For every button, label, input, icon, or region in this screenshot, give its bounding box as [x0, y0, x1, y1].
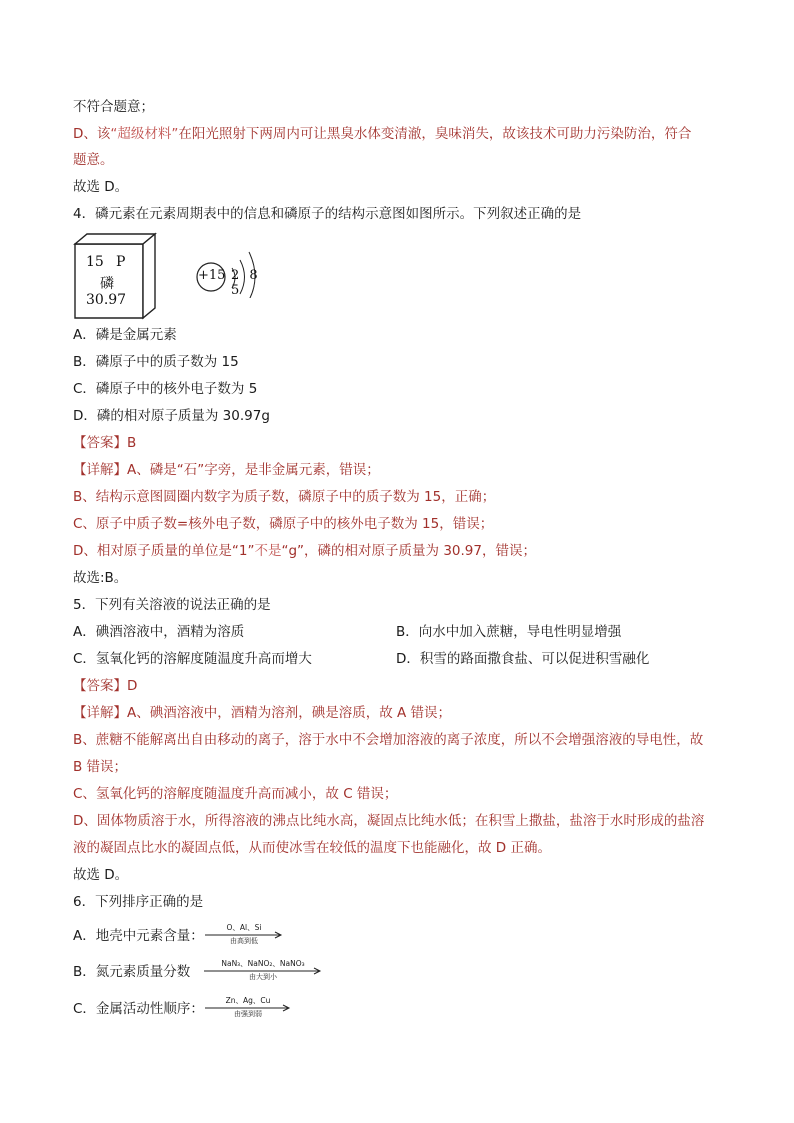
option-d: D．积雪的路面撒食盐、可以促进积雪融化	[396, 651, 650, 667]
option-a	[73, 926, 204, 946]
element-name: 磷	[100, 276, 114, 292]
arrow-bottom-text: 由强到弱	[234, 1010, 262, 1018]
option-c: C．磷原子中的核外电子数为 5	[73, 381, 258, 397]
option-a: A．磷是金属元素	[73, 327, 177, 343]
answer-tag: 【答案】	[73, 678, 127, 694]
answer-line	[73, 676, 137, 696]
arrow-bottom-text: 由高到低	[230, 937, 258, 945]
detail-line	[73, 541, 536, 561]
question-5: 5．下列有关溶液的说法正确的是	[73, 597, 271, 613]
detail-tag: 【详解】	[73, 462, 127, 478]
detail-line: 液的凝固点比水的凝固点低，从而使冰雪在较低的温度下也能融化，故 D 正确。	[73, 840, 551, 856]
detail-line: B、结构示意图圆圈内数字为质子数，磷原子中的质子数为 15，正确；	[73, 489, 496, 505]
answer-line	[73, 433, 136, 453]
detail-line: B、蔗糖不能解离出自由移动的离子，溶于水中不会增加溶液的离子浓度，所以不会增强溶液的导电性，故	[73, 732, 704, 748]
arrow-top-text: O、Al、Si	[226, 923, 262, 932]
periodic-table-cell	[73, 232, 157, 316]
text-line: 题意。	[73, 152, 114, 168]
detail-text: A、磷是“石”字旁，是非金属元素，错误；	[127, 462, 380, 478]
option-b	[73, 962, 190, 982]
nucleus-charge: +15	[198, 268, 226, 283]
atom-structure-diagram	[194, 238, 274, 298]
detail-line: C、氢氧化钙的溶解度随温度升高而减小，故 C 错误；	[73, 786, 398, 802]
detail-line	[73, 703, 451, 723]
order-arrow	[204, 958, 322, 982]
text-span: D、该	[73, 126, 111, 142]
question-4: 4．磷元素在元素周期表中的信息和磷原子的结构示意图如图所示。下列叙述正确的是	[73, 206, 582, 222]
answer-tag: 【答案】	[73, 435, 127, 451]
text-span: “超级材料”	[110, 126, 179, 142]
option-b: B．向水中加入蔗糖，导电性明显增强	[396, 624, 622, 640]
detail-line: D、固体物质溶于水，所得溶液的沸点比纯水高，凝固点比纯水低；在积雪上撒盐，盐溶于水时形成的盐溶	[73, 813, 705, 829]
arrow-top-text: NaN₃、NaNO₂、NaNO₃	[221, 959, 305, 968]
detail-line: C、原子中质子数=核外电子数，磷原子中的核外电子数为 15，错误；	[73, 516, 494, 532]
answer-value: B	[127, 435, 137, 451]
detail-text: A、碘酒溶液中，酒精为溶剂，碘是溶质，故 A 错误；	[127, 705, 452, 721]
select-line: 故选 D。	[73, 867, 129, 883]
option-b: B．磷原子中的质子数为 15	[73, 354, 239, 370]
arrow-top-text: Zn、Ag、Cu	[225, 996, 271, 1005]
atomic-number: 15	[86, 254, 104, 270]
option-label: B．氮元素质量分数	[73, 964, 191, 980]
order-arrow	[205, 995, 291, 1019]
text-span: D、相对原子质量的单位是“1”	[73, 543, 255, 559]
atomic-mass: 30.97	[86, 292, 127, 308]
text-span: 在阳光照射下两周内可让黑臭水体变清澈，臭味消失，故该技术可助力污染防治，符合	[178, 126, 692, 142]
option-c	[73, 999, 204, 1019]
text-line: 故选 D。	[73, 179, 129, 195]
select-line: 故选:B。	[73, 570, 128, 586]
detail-line	[73, 460, 380, 480]
element-symbol: P	[116, 254, 126, 270]
detail-line: B 错误；	[73, 759, 128, 775]
option-label: C．金属活动性顺序：	[73, 1001, 204, 1017]
shell-electrons: 2 8 5	[231, 268, 261, 298]
option-c: C．氢氧化钙的溶解度随温度升高而增大	[73, 651, 312, 667]
cube-outline-icon	[73, 232, 163, 322]
arrow-bottom-text: 由大到小	[249, 973, 277, 981]
order-arrow	[205, 922, 283, 946]
detail-tag: 【详解】	[73, 705, 127, 721]
text-line	[73, 124, 691, 144]
text-line: 不符合题意；	[73, 99, 154, 115]
text-span: “g”，磷的相对原子质量为 30.97，错误；	[281, 543, 536, 559]
option-label: A．地壳中元素含量：	[73, 928, 204, 944]
option-a: A．碘酒溶液中，酒精为溶质	[73, 624, 245, 640]
option-d: D．磷的相对原子质量为 30.97g	[73, 408, 270, 424]
answer-value: D	[127, 678, 138, 694]
text-span: 不是	[254, 543, 282, 559]
question-6: 6．下列排序正确的是	[73, 894, 204, 910]
